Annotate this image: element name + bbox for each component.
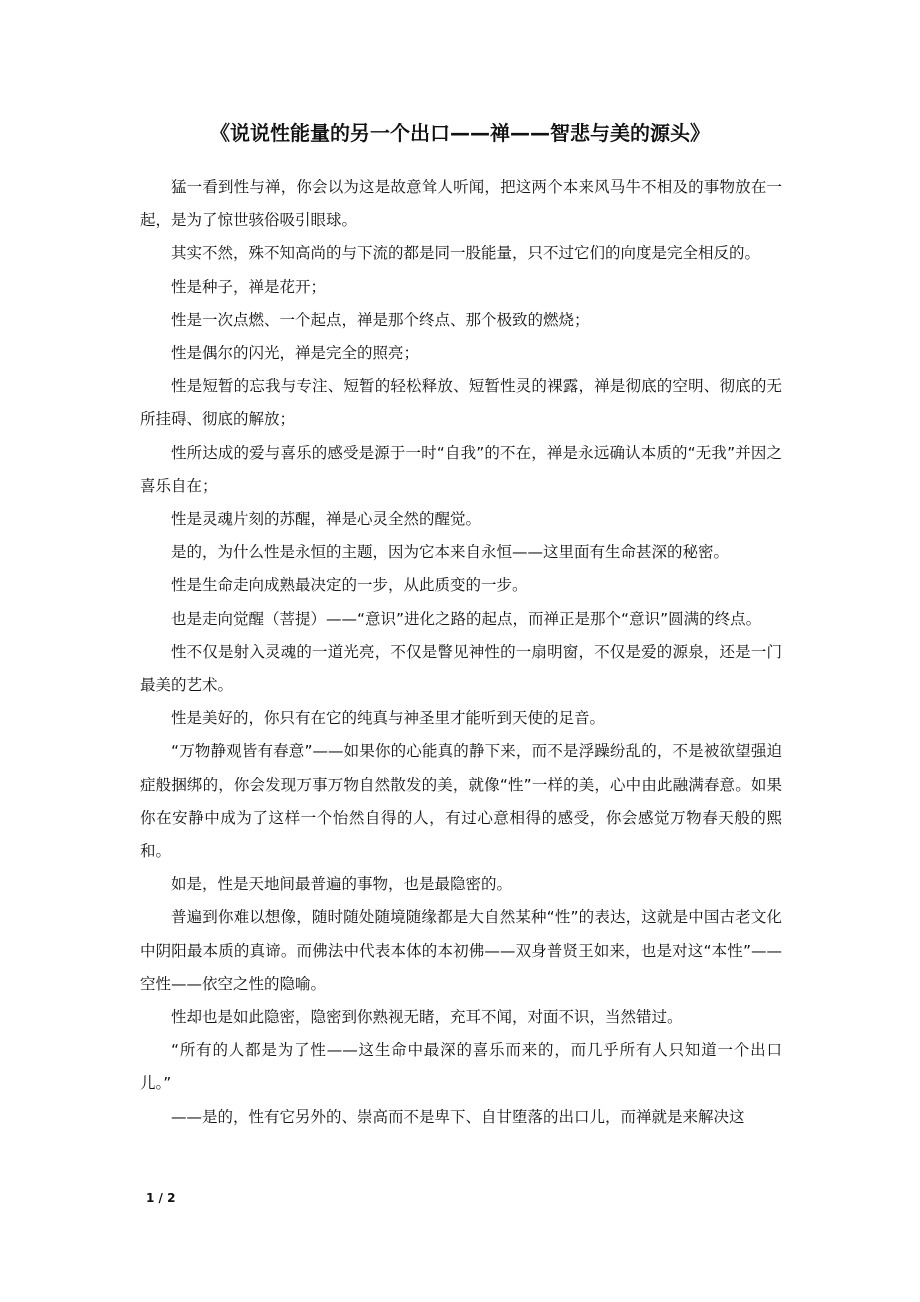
document-title: 《说说性能量的另一个出口——禅——智悲与美的源头》: [210, 121, 710, 145]
paragraph: 性是短暂的忘我与专注、短暂的轻松释放、短暂性灵的裸露，禅是彻底的空明、彻底的无所挂碍、彻底的解放；: [140, 377, 782, 429]
paragraph: “所有的人都是为了性——这生命中最深的喜乐而来的，而几乎所有人只知道一个出口儿。”: [140, 1041, 782, 1093]
paragraph: 性是一次点燃、一个起点，禅是那个终点、那个极致的燃烧；: [171, 310, 590, 329]
paragraph: 性是种子，禅是花开；: [171, 277, 327, 296]
paragraph: 也是走向觉醒（菩提）——“意识”进化之路的起点，而禅正是那个“意识”圆满的终点。: [171, 609, 762, 628]
paragraph: 性是美好的，你只有在它的纯真与神圣里才能听到天使的足音。: [171, 709, 606, 728]
paragraph: 性却也是如此隐密，隐密到你熟视无睹，充耳不闻，对面不识，当然错过。: [171, 1008, 683, 1027]
paragraph: 如是，性是天地间最普遍的事物，也是最隐密的。: [171, 875, 513, 894]
paragraph: 猛一看到性与禅，你会以为这是故意耸人听闻，把这两个本来风马牛不相及的事物放在一起，是为了惊世骇俗吸引眼球。: [140, 178, 782, 230]
paragraph: “万物静观皆有春意”——如果你的心能真的静下来，而不是浮躁纷乱的，不是被欲望强迫症般捆绑的，你会发现万事万物自然散发的美，就像“性”一样的美，心中由此融满春意。如果你在安静中成为了这样一个怡然自得的人，有过心意相得的感受，你会感觉万物春天般的熙和。: [140, 742, 782, 861]
paragraph: 普遍到你难以想像，随时随处随境随缘都是大自然某种“性”的表达，这就是中国古老文化中阴阳最本质的真谛。而佛法中代表本体的本初佛——双身普贤王如来，也是对这“本性”——空性——依空之性的隐喻。: [140, 908, 782, 993]
paragraph: 性不仅是射入灵魂的一道光亮，不仅是瞥见神性的一扇明窗，不仅是爱的源泉，还是一门最美的艺术。: [140, 642, 782, 695]
page-number: 1 / 2: [146, 1191, 176, 1205]
document-body: [140, 171, 782, 1134]
paragraph: 性是生命走向成熟最决定的一步，从此质变的一步。: [171, 576, 528, 595]
paragraph: 性所达成的爱与喜乐的感受是源于一时“自我”的不在，禅是永远确认本质的“无我”并因之喜乐自在；: [140, 443, 782, 495]
paragraph: 性是偶尔的闪光，禅是完全的照亮；: [171, 344, 420, 363]
paragraph: 其实不然，殊不知高尚的与下流的都是同一股能量，只不过它们的向度是完全相反的。: [171, 244, 761, 263]
paragraph: 性是灵魂片刻的苏醒，禅是心灵全然的醒觉。: [171, 510, 482, 529]
paragraph: ——是的，性有它另外的、崇高而不是卑下、自甘堕落的出口儿，而禅就是来解决这: [171, 1107, 745, 1126]
paragraph: 是的，为什么性是永恒的主题，因为它本来自永恒——这里面有生命甚深的秘密。: [171, 543, 730, 562]
